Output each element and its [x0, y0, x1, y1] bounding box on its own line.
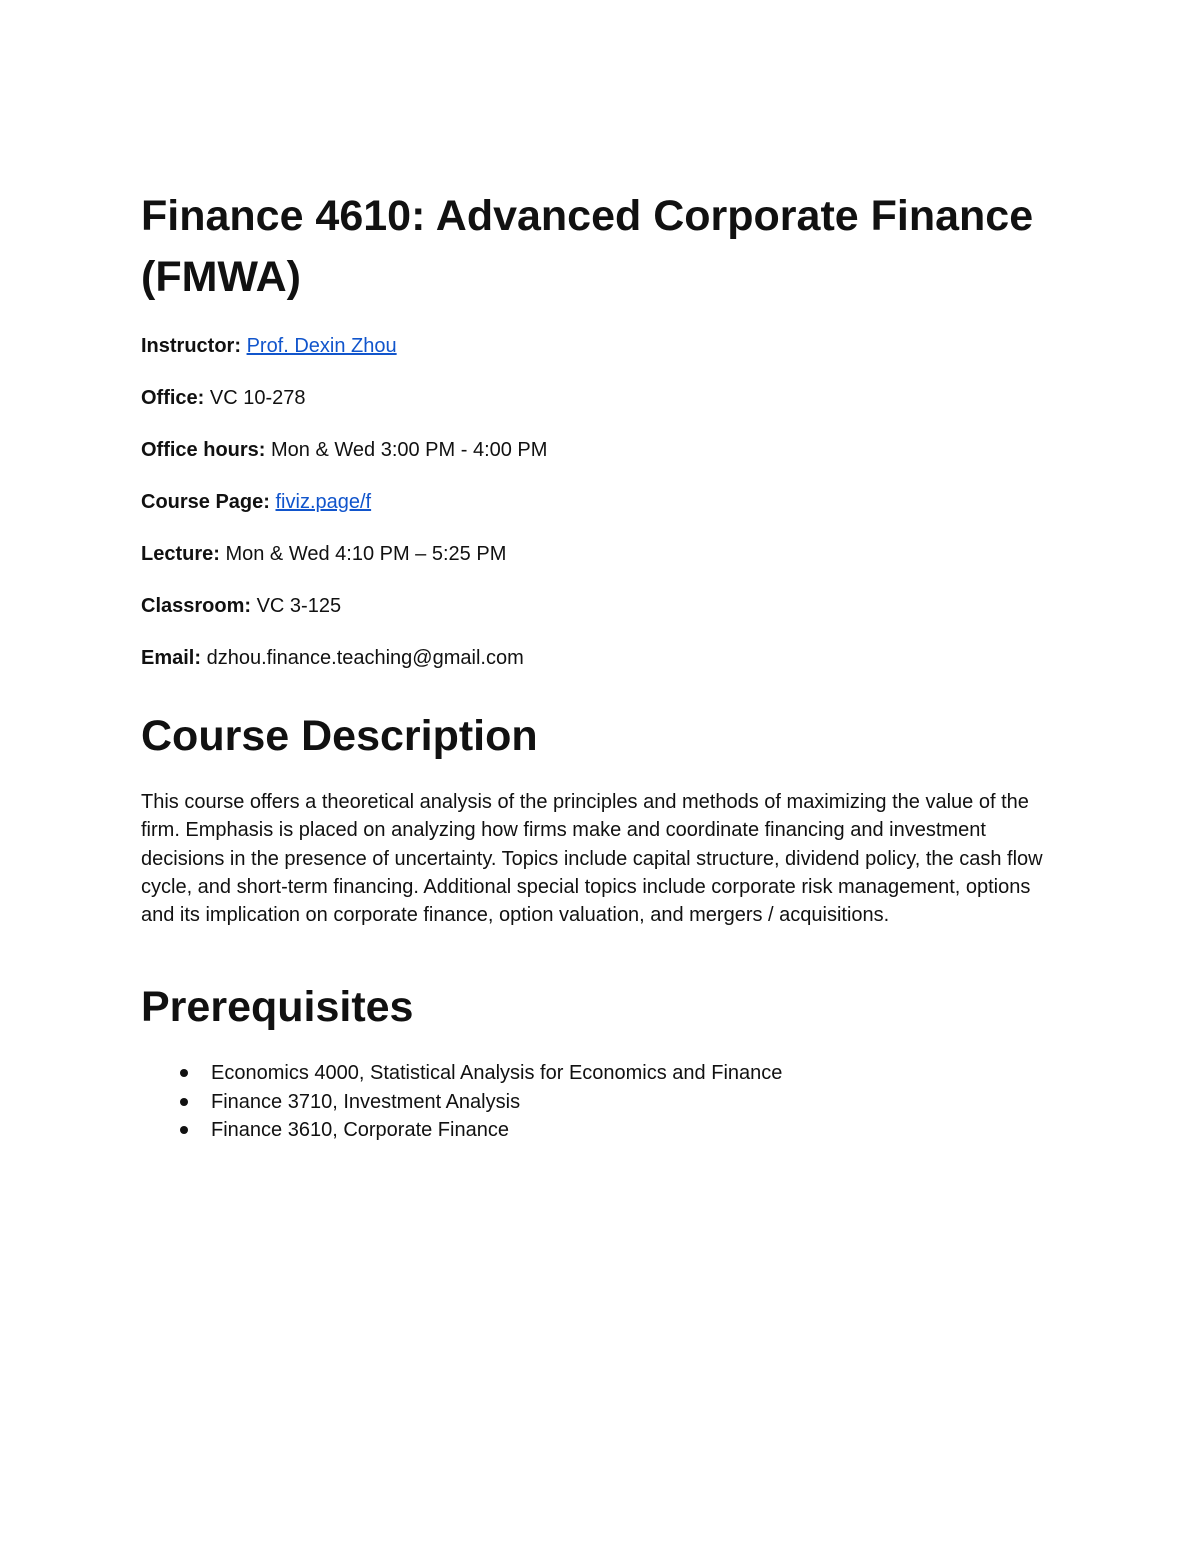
list-item: [141, 1059, 1061, 1087]
document-title: Finance 4610: Advanced Corporate Finance (FMWA): [141, 192, 1034, 301]
prerequisite-text: Finance 3610, Corporate Finance: [211, 1119, 509, 1142]
info-label: Classroom:: [141, 595, 252, 617]
info-value: Mon & Wed 3:00 PM - 4:00 PM: [271, 439, 548, 461]
info-label: Course Page:: [141, 491, 270, 513]
info-classroom: [141, 594, 1061, 618]
bullet-dot-icon: [180, 1069, 188, 1077]
info-lecture: [141, 542, 1061, 566]
list-item: [141, 1116, 1061, 1144]
prerequisites-heading: Prerequisites: [141, 983, 414, 1032]
info-instructor: [141, 334, 1061, 358]
course-description-heading: Course Description: [141, 712, 538, 760]
info-label: Email:: [141, 647, 202, 669]
info-value: Mon & Wed 4:10 PM – 5:25 PM: [225, 543, 507, 565]
bullet-dot-icon: [180, 1126, 188, 1134]
prerequisite-text: Finance 3710, Investment Analysis: [211, 1090, 521, 1113]
prerequisite-text: Economics 4000, Statistical Analysis for Economics and Finance: [211, 1062, 783, 1085]
course-info: [141, 334, 1061, 670]
info-office: [141, 386, 1061, 410]
info-value: dzhou.finance.teaching@gmail.com: [206, 647, 524, 669]
instructor-link[interactable]: Prof. Dexin Zhou: [246, 335, 397, 357]
info-label: Office:: [141, 387, 205, 409]
course-description-text: This course offers a theoretical analysis of the principles and methods of maximizing the value of the firm. Emphasis is placed on analyzing how firms make and coordinate financing and investment decisions in the presence of uncertainty. Topics include capital structure, dividend policy, the cash flow cycle, and short-term financing. Additional special topics include corporate risk management, options and its implication on corporate finance, option valuation, and mergers / acquisitions.: [141, 791, 1043, 927]
info-label: Lecture:: [141, 543, 220, 565]
info-office-hours: [141, 438, 1061, 462]
info-email: [141, 646, 1061, 670]
info-value: VC 10-278: [209, 387, 306, 409]
info-course-page: [141, 490, 1061, 514]
list-item: [141, 1088, 1061, 1116]
info-label: Instructor:: [141, 335, 241, 357]
info-label: Office hours:: [141, 439, 266, 461]
info-value: VC 3-125: [256, 595, 342, 617]
prerequisites-list: [141, 1059, 1061, 1144]
bullet-dot-icon: [180, 1098, 188, 1106]
document-page: [141, 186, 1061, 1144]
course-page-link[interactable]: fiviz.page/f: [275, 491, 372, 513]
